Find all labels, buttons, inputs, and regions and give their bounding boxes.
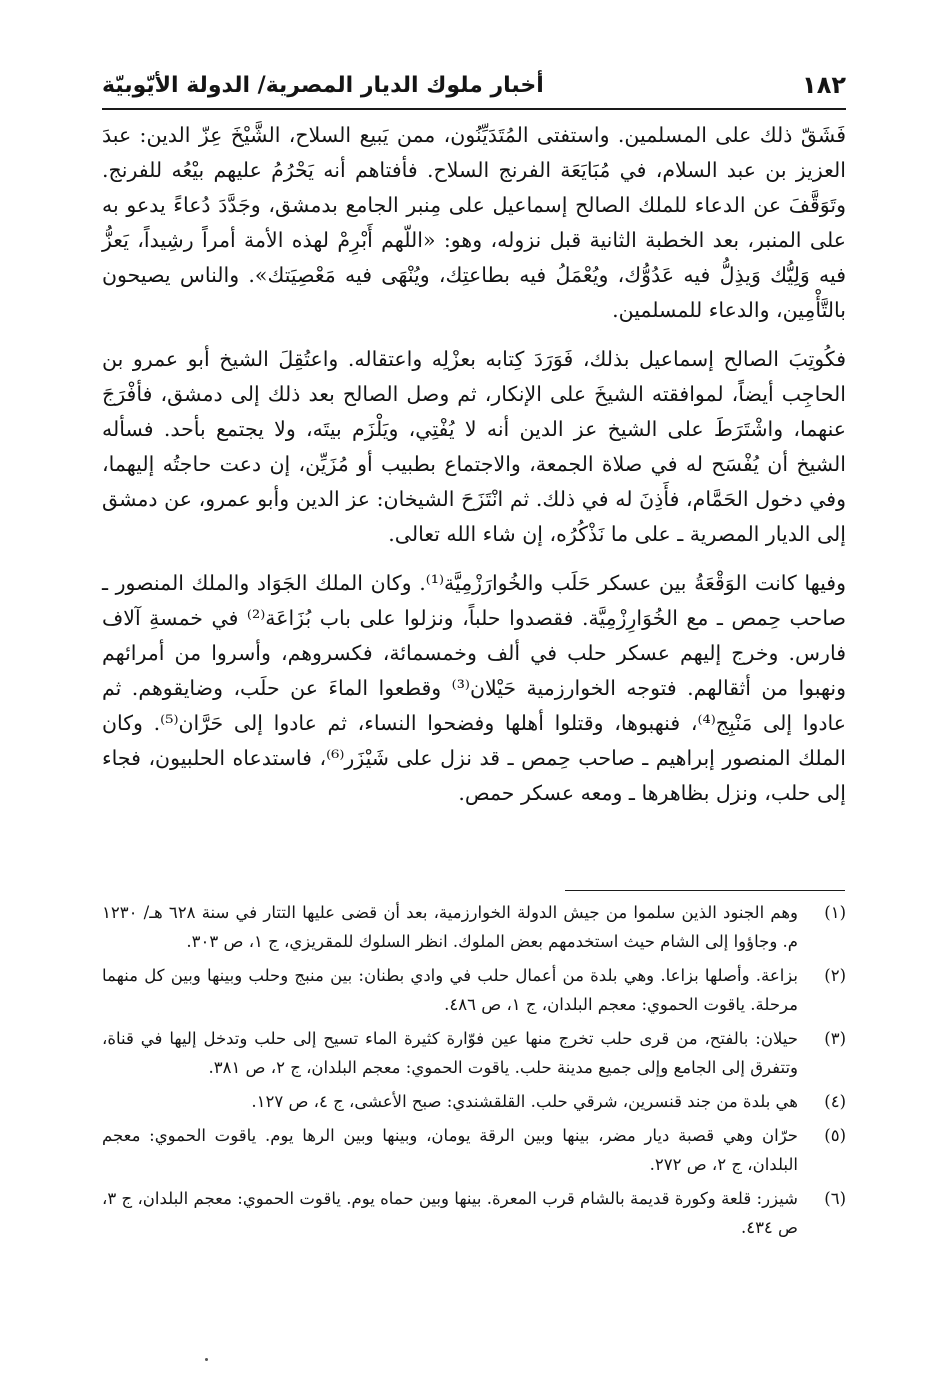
footnote-6 [102, 1184, 846, 1242]
footnote-1 [102, 898, 846, 956]
footnote-number: (١) [824, 903, 846, 922]
footnote-5 [102, 1121, 846, 1179]
scan-speck [205, 1358, 208, 1361]
page-header [102, 66, 846, 104]
footnote-text: وهم الجنود الذين سلموا من جيش الدولة الخوارزمية، بعد أن قضى عليها التتار في سنة ٦٢٨ هـ/ ١٢٣٠ م. وجاؤوا إلى الشام حيث استخدمهم بعض الملوك. انظر السلوك للمقريزي، ج ١، ص ٣٠٣. [102, 903, 798, 951]
footnote-text: حرّان وهي قصبة ديار مضر، بينها وبين الرقة يومان، وبينها وبين الرها يوم. ياقوت الحموي: معجم البلدان، ج ٢، ص ٢٧٢. [102, 1126, 798, 1174]
paragraph-1: فَشَقّ ذلك على المسلمين. واستفتى المُتَدَيِّنُون، ممن يَبيع السلاح، الشَّيْخَ عِزّ الدين: عبدَ العزيز بن عبد السلام، في مُبَايَعَة الفرنج السلاح. فأفتاهم أنه يَحْرُمُ عليهم بيْعُه للفرنج. وتَوَقَّفَ عن الدعاء للملك الصالح إسماعيل على مِنبر الجامع بدمشق، وجَدَّدَ دُعاءً يدعو به على المنبر، بعد الخطبة الثانية قبل نزوله، وهو: «اللّهم أَبْرِمْ لهذه الأمة أمراً رشِيداً، يَعزُّ فيه وَلِيُّك وَيذِلُّ فيه عَدُوُّك، ويُعْمَلُ فيه بطاعتِك، ويُنْهَى فيه مَعْصِيَتك». والناس يصيحون بالتَّأْمِين، والدعاء للمسلمين. [102, 123, 846, 322]
footnote-number: (٤) [824, 1092, 846, 1111]
footnotes [102, 898, 846, 1247]
paragraph-2: فكُوتِبَ الصالح إسماعيل بذلك، فَوَرَدَ كِتابه بعزْلِه واعتقاله. واعتُقِلَ الشيخ أبو عمرو بن الحاجِب أيضاً، لموافقته الشيخَ على الإنكار، ثم وصل الصالح بعد ذلك إلى دمشق، فأفْرَجَ عنهما، واشْتَرَطَ على الشيخ عز الدين أنه لا يُفْتِي، ويَلْزَم بيتَه، ولا يجتمع بأحد. فسأله الشيخ أن يُفْسَح له في صلاة الجمعة، والاجتماع بطبيب أو مُزَيِّن، إن دعت حاجتُه إليهما، وفي دخول الحَمَّام، فأَذِنَ له في ذلك. ثم انْتَزَحَ الشيخان: عز الدين وأبو عمرو، عن دمشق إلى الديار المصرية ـ على ما نَذْكُرُه، إن شاء الله تعالى. [102, 347, 846, 546]
footnote-number: (٥) [824, 1126, 846, 1145]
footnote-3 [102, 1024, 846, 1082]
main-text [102, 118, 846, 811]
footnote-4 [102, 1087, 846, 1116]
footnote-number: (٢) [824, 966, 846, 985]
footnote-text: حيلان: بالفتح، من قرى حلب تخرج منها عين فوّارة كثيرة الماء تسيح إلى حلب وتدخل إليها في قناة، وتتفرق إلى الجامع وإلى جميع مدينة حلب. ياقوت الحموي: معجم البلدان، ج ٢، ص ٣٨١. [102, 1029, 798, 1077]
footnote-text: بزاعة. وأصلها بزاعا. وهي بلدة من أعمال حلب في وادي بطنان: بين منبج وحلب وبينها وبين كل منهما مرحلة. ياقوت الحموي: معجم البلدان، ج ١، ص ٤٨٦. [102, 966, 798, 1014]
page-number: ١٨٢ [802, 71, 846, 99]
footnote-text: هي بلدة من جند قنسرين، شرقي حلب. القلقشندي: صبح الأعشى، ج ٤، ص ١٢٧. [251, 1092, 798, 1111]
footnote-separator [565, 890, 845, 891]
footnote-2 [102, 961, 846, 1019]
paragraph-3: وفيها كانت الوَقْعَةُ بين عسكر حَلَب والخُوارَزْمِيَّة⁽¹⁾. وكان الملك الجَوَاد والملك المنصور ـ صاحب حِمص ـ مع الخُوَارِزْمِيَّة. فقصدوا حلباً، ونزلوا على باب بُزَاعَة⁽²⁾ في خمسةِ آلاف فارس. وخرج إليهم عسكر حلب في ألف وخمسمائة، فكسروهم، وأسروا من أمرائهم ونهبوا من أثقالهم. فتوجه الخوارزمية حَيْلان⁽³⁾ وقطعوا الماءَ عن حلَب، وضايقوهم. ثم عادوا إلى مَنْبِج⁽⁴⁾، فنهبوها، وقتلوا أهلها وفضحوا النساء، ثم عادوا إلى حَرَّان⁽⁵⁾. وكان الملك المنصور إبراهيم ـ صاحب حِمص ـ قد نزل على شَيْزَر⁽⁶⁾، فاستدعاه الحلبيون، فجاء إلى حلب، ونزل بظاهرها ـ ومعه عسكر حمص. [102, 571, 847, 805]
header-rule [102, 108, 846, 110]
running-title: أخبار ملوك الديار المصرية/ الدولة الأيّوبيّة [102, 72, 544, 98]
footnote-number: (٦) [824, 1189, 846, 1208]
footnote-text: شيزر: قلعة وكورة قديمة بالشام قرب المعرة. بينها وبين حماه يوم. ياقوت الحموي: معجم البلدان، ج ٣، ص ٤٣٤. [102, 1189, 798, 1237]
footnote-number: (٣) [824, 1029, 846, 1048]
